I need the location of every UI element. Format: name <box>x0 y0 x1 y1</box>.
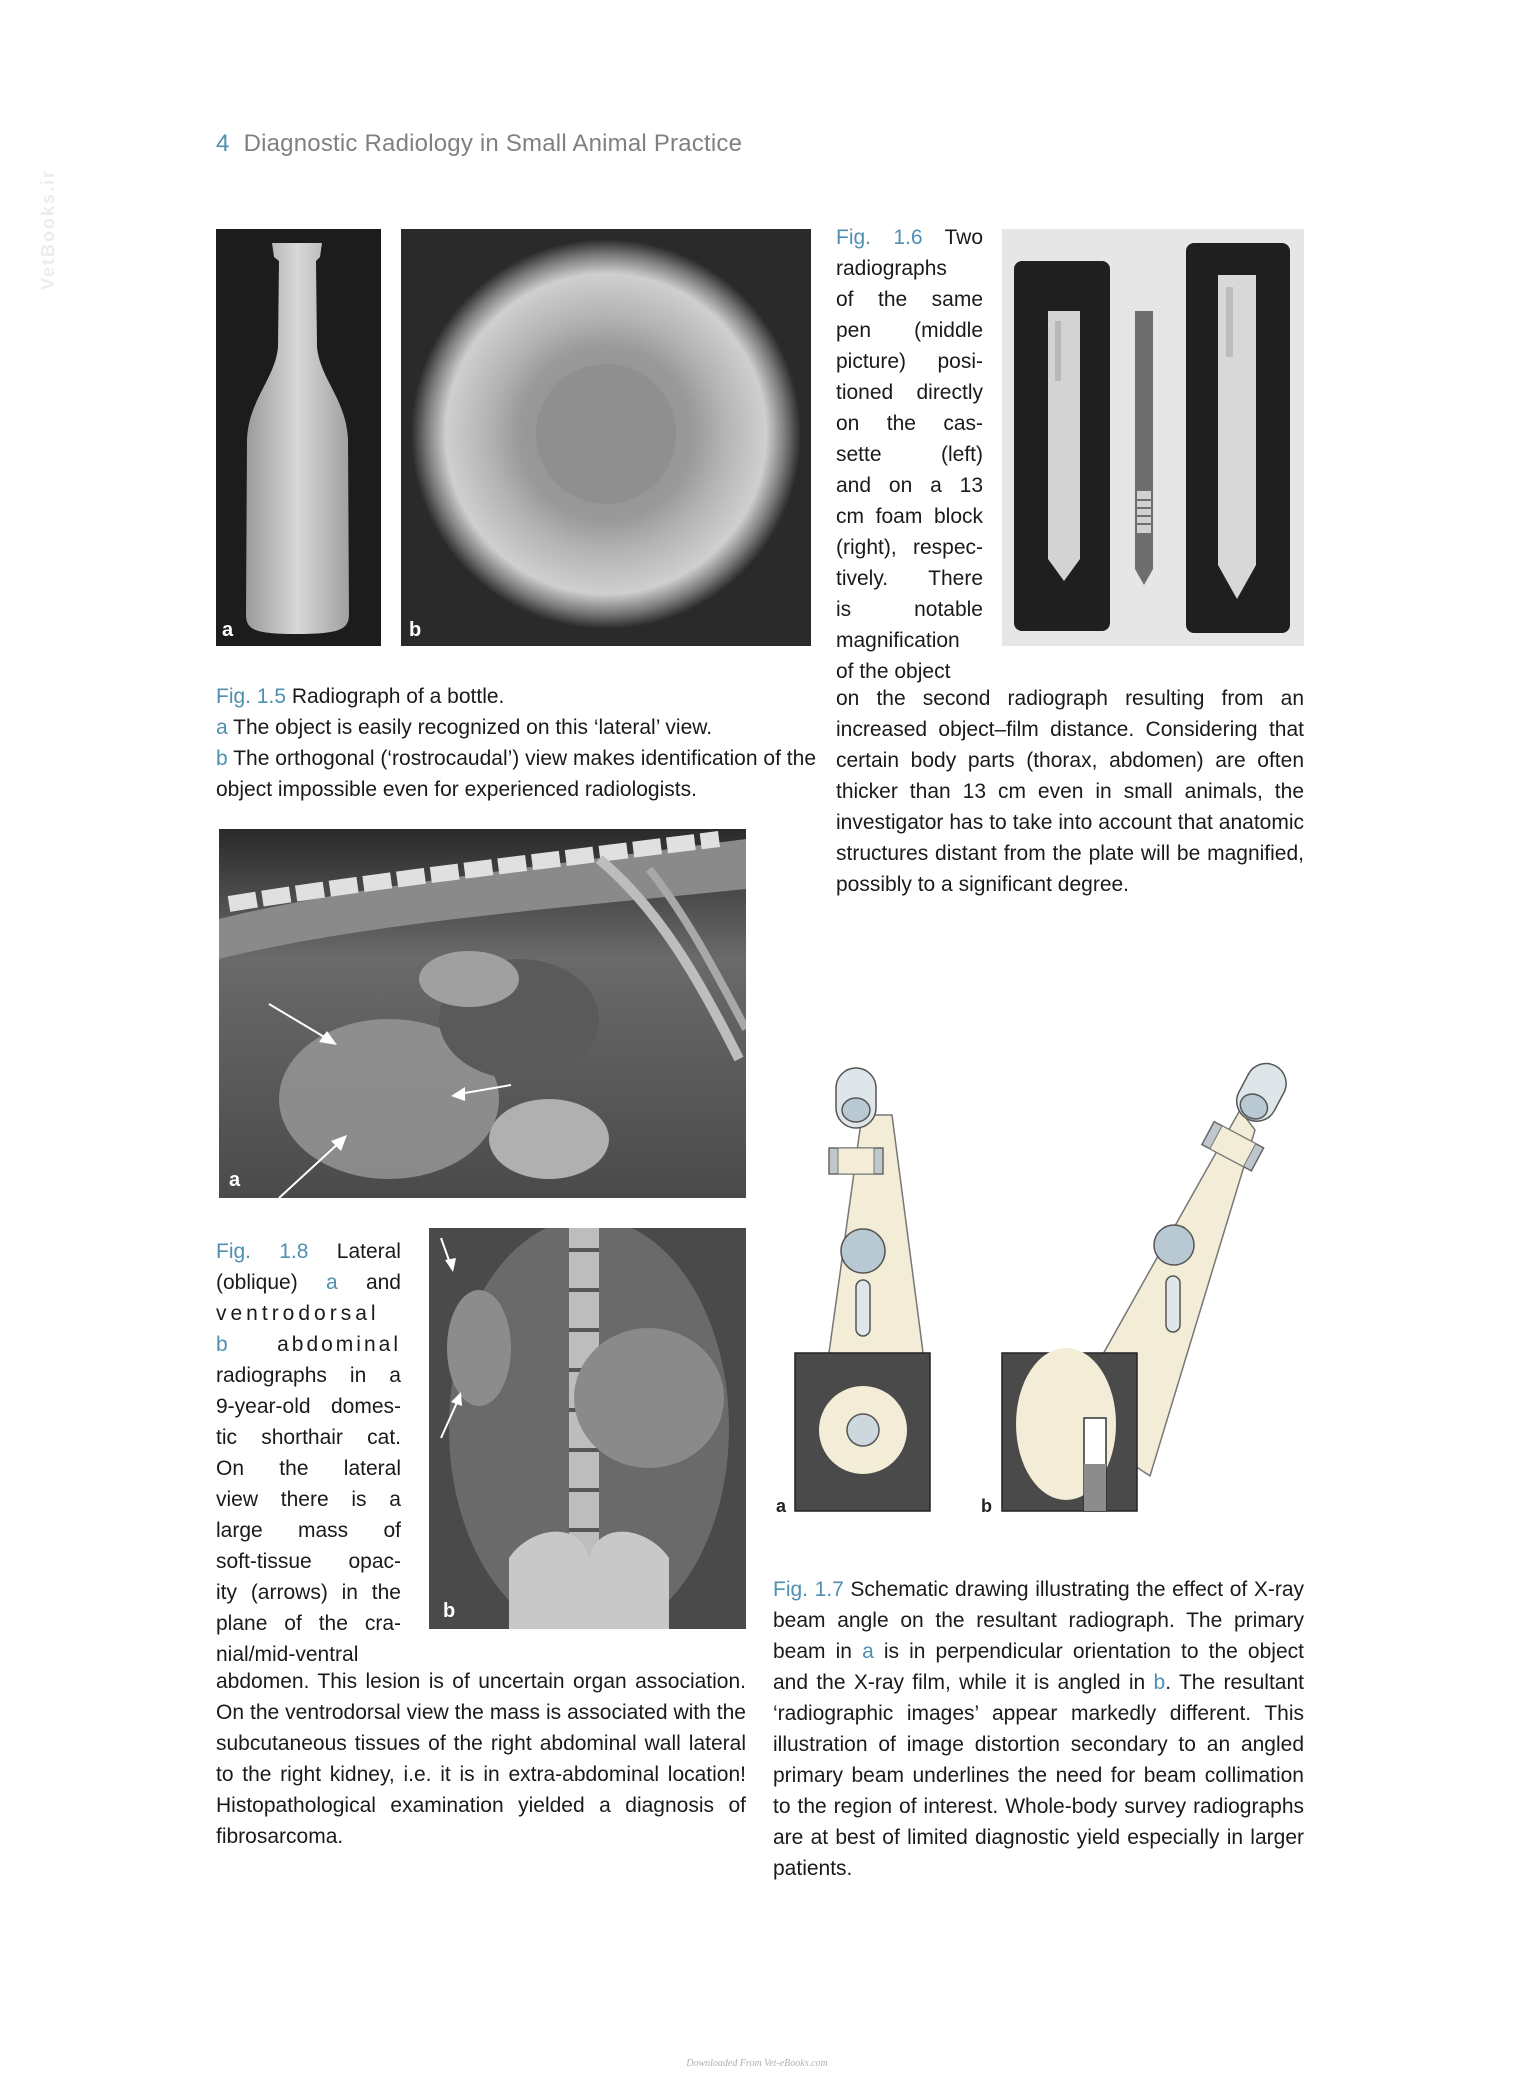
diagram-label-a: a <box>776 1496 787 1516</box>
cat-ventrodorsal-radiograph <box>429 1228 746 1629</box>
fig-1-8-line-10: large mass of <box>216 1519 401 1542</box>
fig-1-6-line-7: sette (left) <box>836 443 983 466</box>
fig-1-8-panel-b <box>429 1228 746 1629</box>
fig-1-6-caption-narrow <box>836 222 983 687</box>
fig-1-8-line-4-post: abdominal <box>277 1333 401 1356</box>
fig-1-6-line-10: (right), respec- <box>836 536 983 559</box>
fig-1-8-line-5: radiographs in a <box>216 1364 401 1387</box>
cat-lateral-radiograph <box>219 829 746 1198</box>
fig-1-8-line-9: view there is a <box>216 1488 401 1511</box>
fig-1-7-schematic <box>770 1040 1310 1520</box>
pen-radiographs <box>1002 229 1304 646</box>
fig-1-7-text-3: . The resultant ‘radiographic images’ appear markedly different. This illustration of image distortion secondary to an angled primary beam underlines the need for beam collimation to the region of interest. Whole-body survey radiographs are at best of limited diagnostic yield especially in larger patients. <box>773 1671 1305 1880</box>
fig-1-8-line-6: 9-year-old domes- <box>216 1395 401 1418</box>
fig-1-8-line-14: nial/mid-ventral <box>216 1643 359 1666</box>
fig-1-8-line-2-post: and <box>365 1271 401 1294</box>
bottle-radiograph-lateral <box>216 229 381 646</box>
fig-1-5-panel-a <box>216 229 381 646</box>
fig-1-8-letter-b: b <box>216 1333 228 1356</box>
fig-1-6-line-5: tioned directly <box>836 381 983 404</box>
fig-1-7-letter-a: a <box>862 1640 874 1663</box>
diagram-panel-b <box>1002 1053 1300 1511</box>
fig-1-6-label: Fig. 1.6 <box>836 226 923 249</box>
fig-1-6-line-6: on the cas- <box>836 412 983 435</box>
page-number: 4 <box>216 130 230 157</box>
fig-1-5-item-b-letter: b <box>216 747 228 770</box>
fig-1-5-label: Fig. 1.5 <box>216 685 287 708</box>
fig-1-6-photo <box>1002 229 1304 646</box>
panel-label-b: b <box>409 619 422 641</box>
fig-1-8-line-11: soft-tissue opac- <box>216 1550 401 1573</box>
fig-1-8-line-2-pre: (oblique) <box>216 1271 298 1294</box>
fig-1-8-line-13: plane of the cra- <box>216 1612 401 1635</box>
panel-label-a: a <box>229 1169 241 1191</box>
running-header <box>216 130 742 158</box>
fig-1-6-line-0: Two <box>944 226 983 249</box>
fig-1-8-caption-wide <box>216 1666 746 1852</box>
book-title: Diagnostic Radiology in Small Animal Practice <box>243 130 743 157</box>
fig-1-8-line-1: Lateral <box>336 1240 401 1263</box>
fig-1-6-caption-wide <box>836 683 1304 900</box>
footer-download-notice: Downloaded From Vet-eBooks.com <box>686 2058 828 2069</box>
panel-label-b: b <box>443 1600 456 1622</box>
fig-1-5-item-a-letter: a <box>216 716 228 739</box>
fig-1-6-line-8: and on a 13 <box>836 474 983 497</box>
fig-1-6-line-2: of the same <box>836 288 983 311</box>
fig-1-5-item-b-text: The orthogonal (‘rostrocaudal’) view makes identification of the object impossible even for experienced radiologists. <box>216 747 816 801</box>
fig-1-5-item-a-text: The object is easily recognized on this ‘lateral’ view. <box>233 716 713 739</box>
fig-1-7-letter-b: b <box>1153 1671 1166 1694</box>
fig-1-5-panel-b <box>401 229 811 646</box>
fig-1-7-caption <box>773 1574 1304 1884</box>
fig-1-6-line-12: is notable <box>836 598 983 621</box>
fig-1-7-text-1: Schematic drawing illustrating the effect of X-ray beam angle on the resultant radiograph. The primary beam in <box>773 1578 1304 1663</box>
fig-1-8-label: Fig. 1.8 <box>216 1240 309 1263</box>
fig-1-6-line-13: magnification <box>836 629 960 652</box>
fig-1-8-caption-narrow <box>216 1236 401 1670</box>
fig-1-7-label: Fig. 1.7 <box>773 1578 844 1601</box>
beam-angle-diagram <box>770 1040 1310 1520</box>
fig-1-6-line-4: picture) posi- <box>836 350 983 373</box>
fig-1-6-line-9: cm foam block <box>836 505 983 528</box>
bottle-radiograph-rostrocaudal <box>401 229 811 646</box>
fig-1-6-line-3: pen (middle <box>836 319 983 342</box>
panel-label-a: a <box>222 619 234 641</box>
fig-1-8-panel-a <box>219 829 746 1198</box>
fig-1-8-wide-text: abdomen. This lesion is of uncertain organ association. On the ventrodorsal view the mass is associated with the subcutaneous tissues of the right abdominal wall lateral to the right kidney, i.e. it is in extra-abdominal location! Histopathological examination yielded a diagnosis of fibrosarcoma. <box>216 1670 746 1848</box>
fig-1-8-line-12: ity (arrows) in the <box>216 1581 401 1604</box>
fig-1-6-wide-text: on the second radiograph resulting from an increased object–film distance. Considering that certain body parts (thorax, abdomen) are often thicker than 13 cm even in small animals, the investigator has to take into account that anatomic structures distant from the plate will be magnified, possibly to a significant degree. <box>836 687 1304 896</box>
fig-1-5-caption <box>216 681 816 805</box>
fig-1-7-text-2: is in perpendicular orientation to the object and the X-ray film, while it is angled in <box>773 1640 1304 1694</box>
diagram-panel-a <box>795 1068 930 1511</box>
fig-1-6-line-11: tively. There <box>836 567 983 590</box>
fig-1-8-line-3: ventrodorsal <box>216 1302 380 1325</box>
fig-1-5-title: Radiograph of a bottle. <box>291 685 505 708</box>
diagram-label-b: b <box>981 1496 992 1516</box>
fig-1-8-line-8: On the lateral <box>216 1457 401 1480</box>
fig-1-6-line-1: radiographs <box>836 257 947 280</box>
fig-1-8-line-7: tic shorthair cat. <box>216 1426 401 1449</box>
fig-1-8-letter-a: a <box>325 1271 338 1294</box>
fig-1-6-line-14: of the object <box>836 660 951 683</box>
watermark: VetBooks.ir <box>38 168 58 290</box>
